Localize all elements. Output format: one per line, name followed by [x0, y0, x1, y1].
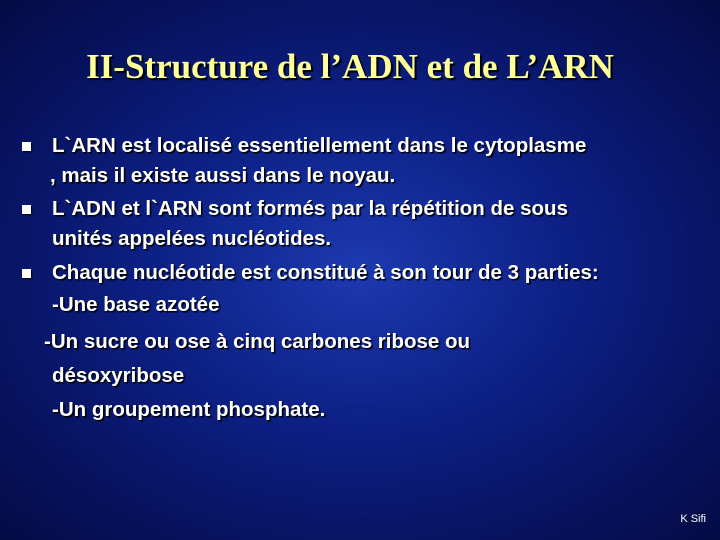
continuation-line-1: -Un sucre ou ose à cinq carbones ribose ou: [44, 330, 471, 353]
continuation-line-2: désoxyribose: [52, 364, 185, 387]
bullet-2-line-2: unités appelées nucléotides.: [52, 227, 332, 250]
bullet-1-line-1: L`ARN est localisé essentiellement dans le cytoplasme: [52, 134, 587, 157]
square-bullet-icon: [22, 142, 31, 151]
slide-title: II-Structure de l’ADN et de L’ARN: [86, 47, 614, 86]
footer-author: K Sifi: [680, 513, 706, 525]
square-bullet-icon: [22, 205, 31, 214]
bullet-1-line-2: , mais il existe aussi dans le noyau.: [50, 164, 396, 187]
square-bullet-icon: [22, 269, 31, 278]
bullet-3-line-2: -Une base azotée: [52, 293, 220, 316]
continuation-line-3: -Un groupement phosphate.: [52, 398, 326, 421]
bullet-2-line-1: L`ADN et l`ARN sont formés par la répétition de sous: [52, 197, 568, 220]
bullet-3-line-1: Chaque nucléotide est constitué à son tour de 3 parties:: [52, 261, 599, 284]
